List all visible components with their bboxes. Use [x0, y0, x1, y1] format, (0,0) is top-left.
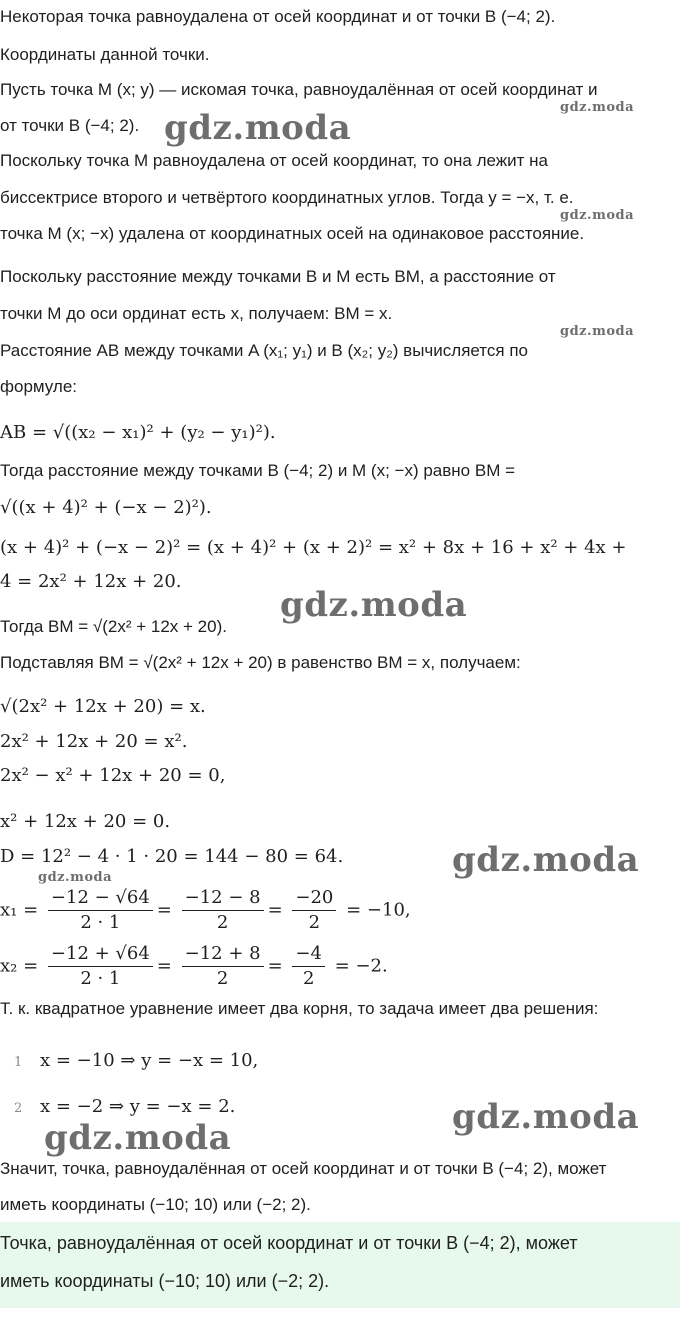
x1-fraction-2 [182, 886, 264, 935]
list-item [14, 1050, 680, 1074]
text-line: Координаты данной точки. [0, 45, 210, 64]
root-x2-line: x₂ = $\frac{-12 + √64}{2 \cdot 1}$ = $\frac{-12 + 8}{2}$ = $\frac{-4}{2}$ = −2. [0, 943, 388, 989]
fraction-denominator: 2 [216, 968, 229, 989]
watermark: gdz.moda [560, 208, 635, 223]
answer-box [0, 1222, 680, 1308]
list-number: 1 [14, 1055, 23, 1070]
text-line: биссектрисе второго и четвёртого координатных углов. Тогда y = −x, т. е. [0, 188, 574, 207]
formula-line: 2x² + 12x + 20 = x². [0, 731, 188, 752]
answer-line: иметь координаты (−10; 10) или (−2; 2). [0, 1271, 330, 1291]
text-line: Некоторая точка равноудалена от осей координат и от точки B (−4; 2). [0, 7, 556, 26]
x2-result: = −2. [334, 955, 388, 977]
fraction-denominator: 2 [216, 912, 229, 933]
formula-line: 2x² − x² + 12x + 20 = 0, [0, 765, 226, 786]
fraction-numerator: −12 − 8 [182, 886, 264, 911]
watermark: gdz.moda [452, 840, 640, 880]
watermark: gdz.moda [560, 100, 635, 115]
formula-line: √((x + 4)² + (−x − 2)²). [0, 497, 212, 518]
text-line: Значит, точка, равноудалённая от осей координат и от точки B (−4; 2), может [0, 1159, 607, 1178]
x1-label: x₁ = [0, 899, 39, 921]
list-item-text: x = −2 ⇒ y = −x = 2. [40, 1096, 236, 1117]
formula-line: D = 12² − 4 · 1 · 20 = 144 − 80 = 64. [0, 846, 344, 867]
fraction-denominator: 2 · 1 [80, 968, 121, 989]
formula-line: (x + 4)² + (−x − 2)² = (x + 4)² + (x + 2)² = x² + 8x + 16 + x² + 4x + [0, 537, 627, 558]
fraction-numerator: −12 + 8 [182, 942, 264, 967]
text-line: Тогда BM = √(2x² + 12x + 20). [0, 617, 227, 636]
fraction-numerator: −12 + √64 [48, 942, 153, 967]
text-line: точки M до оси ординат есть x, получаем: BM = x. [0, 304, 393, 323]
text-line: точка M (x; −x) удалена от координатных осей на одинаковое расстояние. [0, 224, 585, 243]
x1-fraction-1 [48, 886, 153, 935]
fraction-denominator: 2 [302, 968, 315, 989]
fraction-numerator: −12 − √64 [48, 886, 153, 911]
watermark: gdz.moda [44, 1118, 232, 1158]
list-item-text: x = −10 ⇒ y = −x = 10, [40, 1050, 259, 1071]
text-line: Расстояние AB между точками A (x₁; y₁) и B (x₂; y₂) вычисляется по [0, 341, 528, 360]
formula-line: √(2x² + 12x + 20) = x. [0, 696, 206, 717]
answer-line: Точка, равноудалённая от осей координат и от точки B (−4; 2), может [0, 1233, 578, 1253]
fraction-numerator: −4 [292, 942, 325, 967]
list-number: 2 [14, 1101, 23, 1116]
fraction-numerator: −20 [292, 886, 336, 911]
watermark: gdz.moda [560, 324, 635, 339]
x1-fraction-3 [292, 886, 336, 935]
text-line: от точки B (−4; 2). [0, 116, 140, 135]
formula-line: x² + 12x + 20 = 0. [0, 811, 171, 832]
watermark: gdz.moda [280, 585, 468, 625]
x1-result: = −10, [346, 899, 411, 921]
text-line: Пусть точка M (x; y) — искомая точка, равноудалённая от осей координат и [0, 80, 598, 99]
text-line: Поскольку точка M равноудалена от осей координат, то она лежит на [0, 151, 549, 170]
watermark: gdz.moda [38, 870, 113, 885]
watermark: gdz.moda [164, 108, 352, 148]
text-line: формуле: [0, 377, 77, 396]
formula-line: 4 = 2x² + 12x + 20. [0, 571, 182, 592]
formula-line: AB = √((x₂ − x₁)² + (y₂ − y₁)²). [0, 422, 276, 443]
root-x1-line: x₁ = $\frac{-12 - √64}{2 \cdot 1}$ = $\frac{-12 - 8}{2}$ = $\frac{-20}{2}$ = −10, [0, 887, 411, 933]
text-line: Т. к. квадратное уравнение имеет два корня, то задача имеет два решения: [0, 999, 599, 1018]
text-line: Подставляя BM = √(2x² + 12x + 20) в равенство BM = x, получаем: [0, 653, 521, 672]
text-line: Тогда расстояние между точками B (−4; 2) и M (x; −x) равно BM = [0, 461, 516, 480]
text-line: Поскольку расстояние между точками B и M есть BM, а расстояние от [0, 267, 556, 286]
x2-fraction-3 [292, 942, 325, 991]
text-line: иметь координаты (−10; 10) или (−2; 2). [0, 1195, 311, 1214]
fraction-denominator: 2 · 1 [80, 912, 121, 933]
x2-fraction-1 [48, 942, 153, 991]
x2-fraction-2 [182, 942, 264, 991]
watermark: gdz.moda [452, 1097, 640, 1137]
fraction-denominator: 2 [308, 912, 321, 933]
x2-label: x₂ = [0, 955, 39, 977]
